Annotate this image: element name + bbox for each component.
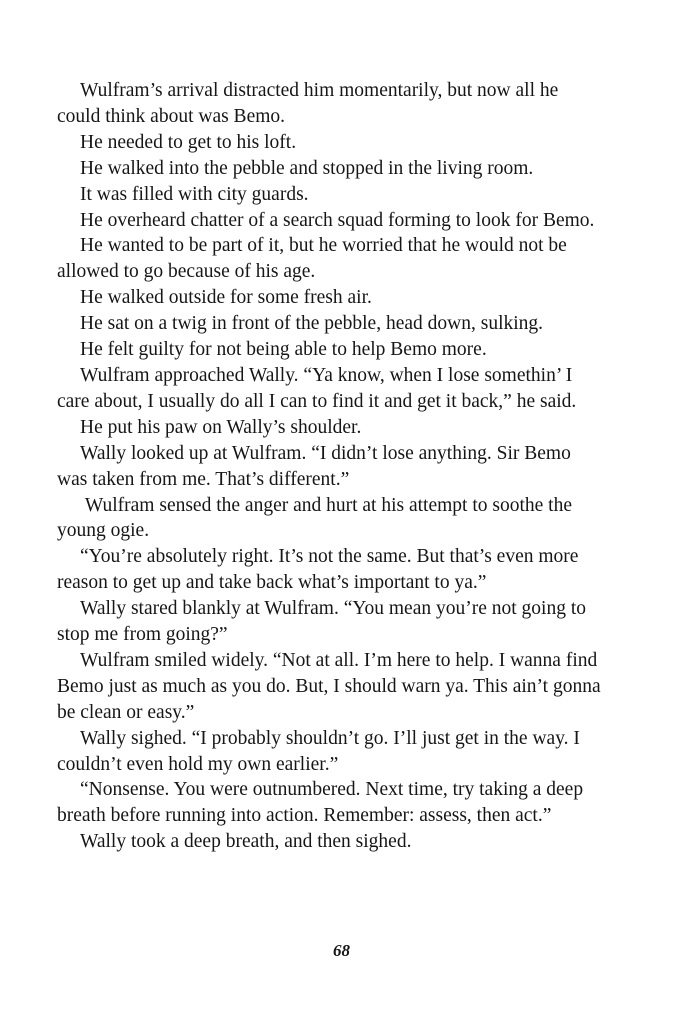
paragraph: Wally took a deep breath, and then sighed. <box>80 831 412 853</box>
paragraph: He put his paw on Wally’s shoulder. <box>80 416 362 438</box>
paragraph: He needed to get to his loft. <box>80 131 297 153</box>
paragraph: He walked outside for some fresh air. <box>80 287 372 309</box>
paragraph: Wulfram’s arrival distracted him momentarily, but now all he could think about was Bemo. <box>57 80 559 127</box>
paragraph: He overheard chatter of a search squad forming to look for Bemo. <box>80 209 595 231</box>
paragraph: Wally stared blankly at Wulfram. “You mean you’re not going to stop me from going?” <box>57 598 586 646</box>
paragraph: He felt guilty for not being able to help Bemo more. <box>80 339 487 361</box>
paragraph: “Nonsense. You were outnumbered. Next time, try taking a deep breath before running into action. Remember: assess, then act.” <box>57 779 584 827</box>
paragraph: Wulfram approached Wally. “Ya know, when I lose somethin’ I care about, I usually do all I can to find it and get it back,” he said. <box>57 364 577 412</box>
paragraph: Wulfram smiled widely. “Not at all. I’m here to help. I wanna find Bemo just as much as you do. But, I should warn ya. This ain’t gonna be clean or easy.” <box>57 649 601 723</box>
paragraph: He walked into the pebble and stopped in the living room. <box>80 157 534 179</box>
body-text <box>57 78 602 855</box>
paragraph: Wally sighed. “I probably shouldn’t go. I’ll just get in the way. I couldn’t even hold my own earlier.” <box>57 727 580 775</box>
paragraph: He wanted to be part of it, but he worried that he would not be allowed to go because of his age. <box>57 235 567 283</box>
paragraph: It was filled with city guards. <box>80 183 309 205</box>
page-number: 68 <box>333 941 350 960</box>
paragraph: He sat on a twig in front of the pebble, head down, sulking. <box>80 313 544 335</box>
paragraph: Wally looked up at Wulfram. “I didn’t lose anything. Sir Bemo was taken from me. That’s different.” <box>57 442 571 490</box>
paragraph: “You’re absolutely right. It’s not the same. But that’s even more reason to get up and take back what’s important to ya.” <box>57 546 579 594</box>
paragraph: Wulfram sensed the anger and hurt at his attempt to soothe the young ogie. <box>57 494 577 542</box>
